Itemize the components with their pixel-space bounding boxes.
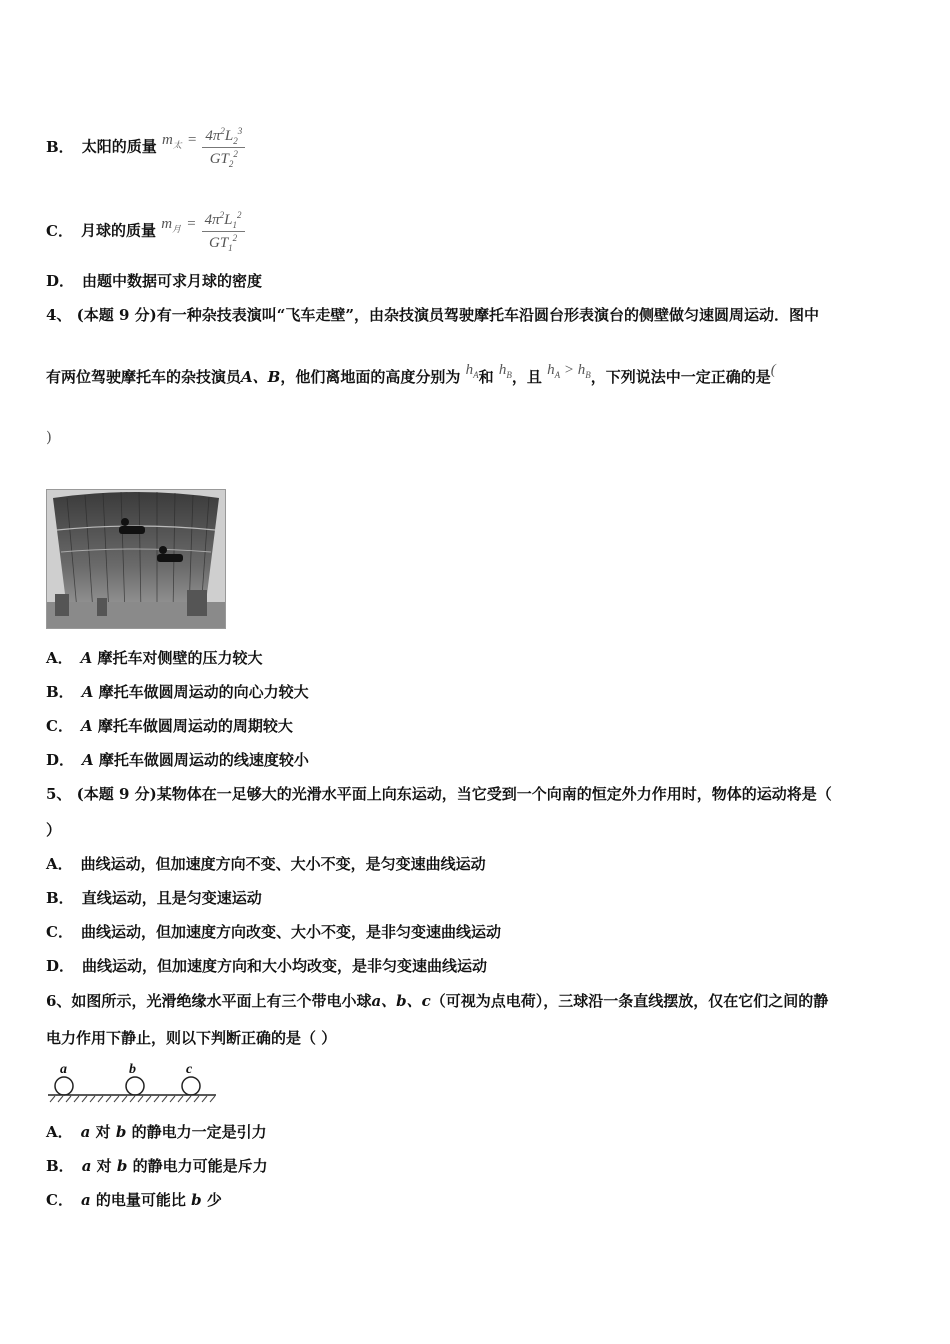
height-a: $h_A$ bbox=[465, 362, 479, 380]
ball-label-c: c bbox=[186, 1062, 193, 1077]
q4-stem-close: ) bbox=[46, 428, 52, 446]
q5-option-a: A． 曲线运动，但加速度方向不变、大小不变，是匀变速曲线运动 bbox=[46, 855, 486, 873]
ball-label-a: a bbox=[60, 1062, 67, 1077]
q5-option-b: B． 直线运动，且是匀变速运动 bbox=[46, 889, 262, 907]
q6-option-a: A． a 对 b 的静电力一定是引力 bbox=[46, 1123, 267, 1141]
q4-option-c: C． A 摩托车做圆周运动的周期较大 bbox=[46, 717, 293, 735]
ball-c bbox=[182, 1077, 200, 1095]
q4-option-b: B． A 摩托车做圆周运动的向心力较大 bbox=[46, 683, 309, 701]
ball-a bbox=[55, 1077, 73, 1095]
q4-stem-line2: 有两位驾驶摩托车的杂技演员A、B，他们离地面的高度分别为 $h_A$和 $h_B$，且 $h_A > h_B$，下列说法中一定正确的是( bbox=[46, 362, 776, 386]
q5-option-d: D． 曲线运动，但加速度方向和大小均改变，是非匀变速曲线运动 bbox=[46, 957, 488, 975]
mass-formula: $\frac{4\pi^2L_2^3}{GT_2^2}$ bbox=[202, 126, 245, 169]
mass-formula: $\frac{4\pi^2L_1^2}{GT_1^2}$ bbox=[202, 210, 245, 253]
height-inequality: $h_A > h_B$ bbox=[547, 362, 591, 380]
q3-option-c: C． 月球的质量 $m_月$ = $\frac{4\pi^2L_1^2}{GT_1^2}$ bbox=[46, 210, 245, 253]
q3-option-d bbox=[46, 270, 262, 291]
ball-label-b: b bbox=[129, 1062, 136, 1077]
three-balls-figure bbox=[46, 1060, 218, 1104]
ball-b bbox=[126, 1077, 144, 1095]
option-letter: D． bbox=[46, 272, 75, 290]
option-text: 由题中数据可求月球的密度 bbox=[82, 272, 263, 290]
stunt-wall-photo bbox=[46, 489, 226, 629]
q4-stem-line1: 4、 (本题 9 分)有一种杂技表演叫“飞车走壁”，由杂技演员驾驶摩托车沿圆台形表演台的侧壁做匀速圆周运动．图中 bbox=[46, 306, 819, 324]
option-text: 月球的质量 bbox=[80, 221, 156, 240]
q6-option-b: B． a 对 b 的静电力可能是斥力 bbox=[46, 1157, 268, 1175]
option-letter: B． bbox=[46, 137, 74, 156]
q5-stem-line2: ） bbox=[46, 821, 62, 839]
mass-symbol: $m_太$ bbox=[161, 131, 182, 150]
height-b: $h_B$ bbox=[498, 362, 512, 380]
q5-stem-line1: 5、 (本题 9 分)某物体在一足够大的光滑水平面上向东运动，当它受到一个向南的恒定外力作用时，物体的运动将是（ bbox=[46, 785, 832, 803]
q4-option-d: D． A 摩托车做圆周运动的线速度较小 bbox=[46, 751, 309, 769]
mass-symbol: $m_月$ bbox=[161, 215, 182, 234]
q5-option-c: C． 曲线运动，但加速度方向改变、大小不变，是非匀变速曲线运动 bbox=[46, 923, 501, 941]
option-text: 太阳的质量 bbox=[81, 137, 157, 156]
q3-option-b: B． 太阳的质量 $m_太$ = $\frac{4\pi^2L_2^3}{GT_2^2}$ bbox=[46, 126, 245, 169]
q6-option-c: C． a 的电量可能比 b 少 bbox=[46, 1191, 222, 1209]
option-letter: C． bbox=[46, 221, 73, 240]
q4-option-a: A． A 摩托车对侧壁的压力较大 bbox=[46, 649, 263, 667]
q6-stem-line1: 6、如图所示，光滑绝缘水平面上有三个带电小球a、b、c（可视为点电荷），三球沿一条直线摆放，仅在它们之间的静 bbox=[46, 992, 829, 1010]
q6-stem-line2: 电力作用下静止，则以下判断正确的是（ ） bbox=[46, 1029, 337, 1047]
